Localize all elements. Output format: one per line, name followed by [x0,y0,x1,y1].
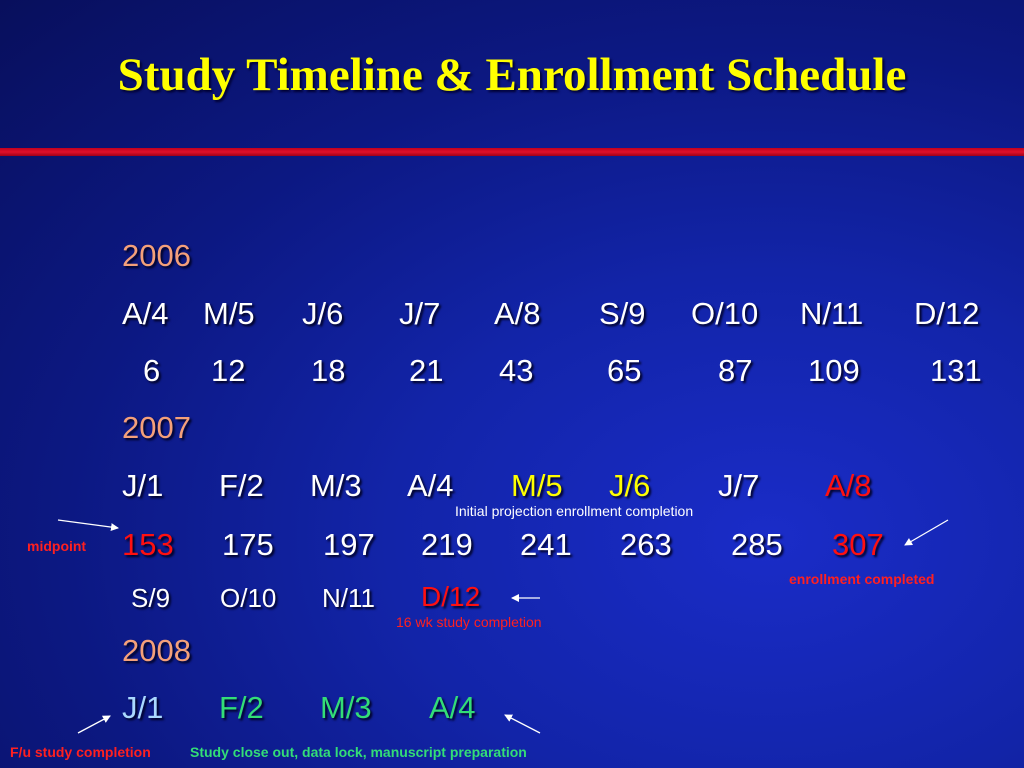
month-2006-sep: S/9 [599,296,646,331]
month-2008-jan: J/1 [122,690,164,725]
count-2006-apr: 6 [143,353,161,388]
count-2006-sep: 65 [607,353,642,388]
count-2006-jun: 18 [311,353,346,388]
count-2006-oct: 87 [718,353,753,388]
close-out-arrow [505,715,540,733]
month-2006-aug: A/8 [494,296,541,331]
enrollment-completed-label: enrollment completed [789,571,935,587]
year-2008-label: 2008 [122,633,191,668]
month-2008-apr: A/4 [429,690,476,725]
initial-projection-note: Initial projection enrollment completion [455,503,694,519]
count-2007-aug-enrollment-complete: 307 [832,527,884,562]
month-2007-apr: A/4 [407,468,454,503]
midpoint-label: midpoint [27,538,87,554]
month-2007-sep: S/9 [131,583,171,613]
count-2007-apr: 219 [421,527,473,562]
count-2006-dec: 131 [930,353,982,388]
month-2006-apr: A/4 [122,296,169,331]
count-2007-mar: 197 [323,527,375,562]
month-2006-oct: O/10 [691,296,759,331]
month-2006-dec: D/12 [914,296,980,331]
count-2007-jan-midpoint: 153 [122,527,174,562]
month-2006-jun: J/6 [302,296,344,331]
month-2007-feb: F/2 [219,468,264,503]
month-2007-aug-enrollment-complete: A/8 [825,468,872,503]
fu-study-completion-label: F/u study completion [10,744,151,760]
study-completion-16wk-label: 16 wk study completion [396,614,542,630]
midpoint-arrow [58,520,118,528]
month-2008-feb: F/2 [219,690,264,725]
count-2006-jul: 21 [409,353,444,388]
count-2006-may: 12 [211,353,246,388]
close-out-label: Study close out, data lock, manuscript preparation [190,744,527,760]
count-2006-nov: 109 [808,353,860,388]
month-2006-jul: J/7 [399,296,441,331]
month-2007-oct: O/10 [220,583,277,613]
month-2007-jul: J/7 [718,468,760,503]
slide-title: Study Timeline & Enrollment Schedule [117,49,907,101]
month-2008-mar: M/3 [320,690,372,725]
count-2007-jun: 263 [620,527,672,562]
month-2007-mar: M/3 [310,468,362,503]
count-2006-aug: 43 [499,353,534,388]
enrollment-completed-arrow [905,520,948,545]
month-2007-dec-study-completion: D/12 [421,581,481,612]
fu-study-completion-arrow [78,716,110,733]
count-2007-feb: 175 [222,527,274,562]
count-2007-jul: 285 [731,527,783,562]
count-2007-may: 241 [520,527,572,562]
month-2007-jan: J/1 [122,468,164,503]
month-2007-may-projected: M/5 [511,468,563,503]
month-2007-nov: N/11 [322,583,375,613]
month-2007-jun-projected: J/6 [609,468,651,503]
month-2006-may: M/5 [203,296,255,331]
year-2007-label: 2007 [122,410,191,445]
month-2006-nov: N/11 [800,296,864,331]
year-2006-label: 2006 [122,238,191,273]
